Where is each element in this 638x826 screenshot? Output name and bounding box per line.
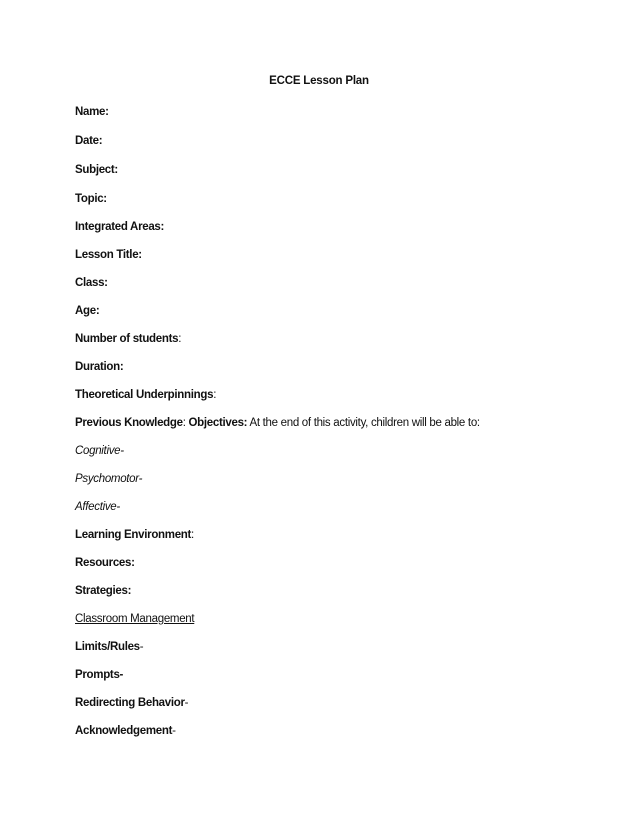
previous-knowledge-colon: : bbox=[182, 417, 189, 429]
acknowledgement-line bbox=[75, 724, 176, 738]
acknowledgement-label: Acknowledgement bbox=[75, 725, 173, 737]
acknowledgement-dash: - bbox=[172, 725, 176, 737]
objectives-label: Objectives: bbox=[188, 417, 248, 429]
limits-rules-dash: - bbox=[139, 641, 144, 653]
theoretical-underpinnings-line bbox=[75, 388, 216, 402]
affective-label: Affective- bbox=[75, 501, 120, 513]
number-of-students-colon: : bbox=[178, 333, 182, 345]
theoretical-underpinnings-label: Theoretical Underpinnings bbox=[75, 389, 214, 401]
redirecting-behavior-label: Redirecting Behavior bbox=[75, 697, 185, 709]
date-label: Date: bbox=[75, 135, 103, 147]
learning-environment-colon: : bbox=[191, 529, 194, 541]
integrated-areas-label: Integrated Areas: bbox=[75, 221, 165, 233]
learning-environment-line bbox=[75, 528, 194, 542]
strategies-label: Strategies: bbox=[75, 585, 132, 597]
limits-rules-line bbox=[75, 640, 143, 654]
prompts-label: Prompts- bbox=[75, 669, 124, 681]
number-of-students-line bbox=[75, 332, 181, 346]
cognitive-label: Cognitive- bbox=[75, 445, 124, 457]
document-title: ECCE Lesson Plan bbox=[269, 75, 369, 87]
number-of-students-label: Number of students bbox=[75, 333, 179, 345]
topic-label: Topic: bbox=[75, 193, 107, 205]
age-label: Age: bbox=[75, 305, 100, 317]
previous-knowledge-line bbox=[75, 416, 480, 430]
duration-label: Duration: bbox=[75, 361, 124, 373]
lesson-title-label: Lesson Title: bbox=[75, 249, 142, 261]
objectives-text: At the end of this activity, children will be able to: bbox=[247, 417, 480, 429]
redirecting-behavior-line bbox=[75, 696, 188, 710]
name-label: Name: bbox=[75, 106, 109, 118]
learning-environment-label: Learning Environment bbox=[75, 529, 192, 541]
classroom-management-heading: Classroom Management bbox=[75, 613, 195, 625]
resources-label: Resources: bbox=[75, 557, 135, 569]
theoretical-underpinnings-colon: : bbox=[213, 389, 217, 401]
subject-label: Subject: bbox=[75, 164, 118, 176]
redirecting-behavior-dash: - bbox=[184, 697, 189, 709]
limits-rules-label: Limits/Rules bbox=[75, 641, 140, 653]
psychomotor-label: Psychomotor- bbox=[75, 473, 143, 485]
class-label: Class: bbox=[75, 277, 108, 289]
previous-knowledge-label: Previous Knowledge bbox=[75, 417, 183, 429]
